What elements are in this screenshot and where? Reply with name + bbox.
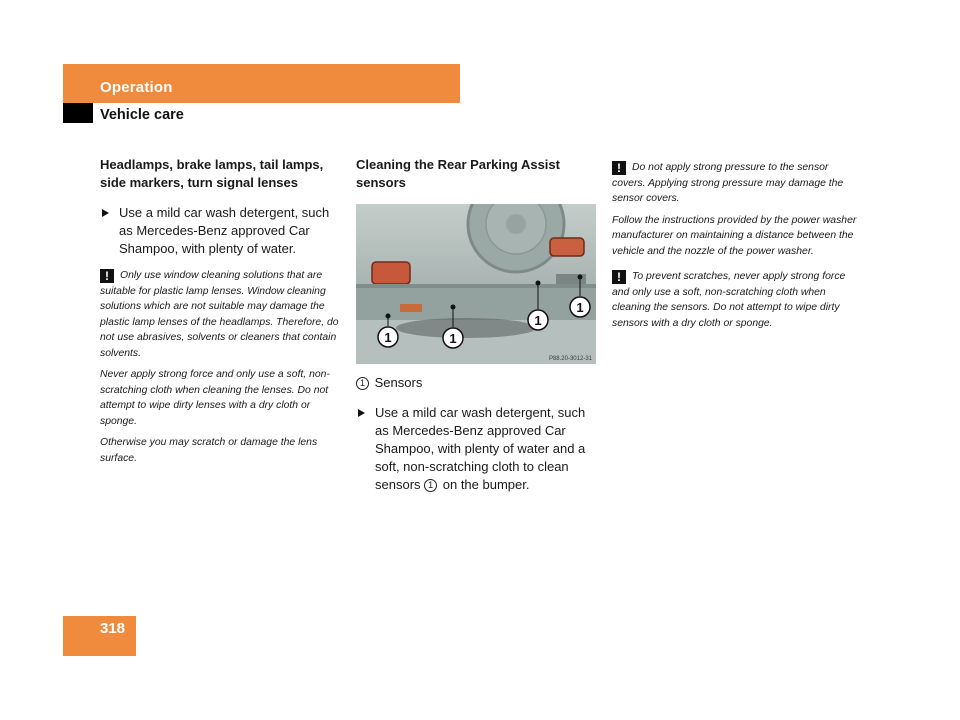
sensor-callout (378, 327, 398, 347)
subsection-title: Vehicle care (100, 107, 184, 123)
column-parking-sensors (356, 156, 601, 504)
rear-bumper-photo (356, 204, 596, 364)
rear-bumper-illustration (356, 204, 596, 364)
sensor-callout (443, 328, 463, 348)
sensors-instruction (356, 404, 601, 494)
svg-text:1: 1 (384, 330, 392, 345)
headlamps-instruction-text: Use a mild car wash detergent, such as Mercedes-Benz approved Car Shampoo, with plenty of water. (119, 205, 330, 256)
headlamps-heading: Headlamps, brake lamps, tail lamps, side markers, turn signal lenses (100, 157, 324, 190)
svg-text:1: 1 (534, 313, 542, 328)
sensors-instruction-text: Use a mild car wash detergent, such as Mercedes-Benz approved Car Shampoo, with plenty of water and a soft, non-scratching cloth to clean sensors 1 on the bumper. (375, 405, 586, 492)
svg-text:1: 1 (449, 331, 457, 346)
sensor-reference: 1 (424, 479, 437, 492)
page-number: 318 (100, 620, 126, 637)
column-headlamps (100, 156, 345, 472)
warning-note: ! To prevent scratches, never apply strong force and only use a soft, non-scratching cloth when cleaning the sensors. Do not attempt to wipe dirty sensors with a dry cloth or sponge. (612, 270, 846, 329)
sensor-callout (570, 297, 590, 317)
headlamps-warning (100, 268, 345, 466)
photo-code: P88.20-3012-31 (548, 356, 592, 362)
column-sensor-warnings (612, 160, 857, 337)
bullet-arrow-icon (102, 209, 109, 217)
headlamps-instruction (100, 204, 345, 258)
legend-number: 1 (356, 377, 369, 390)
section-title: Operation (100, 79, 173, 96)
section-marker (63, 103, 93, 123)
bullet-arrow-icon (358, 409, 365, 417)
warning-note: ! Only use window cleaning solutions that are suitable for plastic lamp lenses. Window cleaning solutions which are not suitable may damage the plastic lamp lenses of the headlamps. Therefore, do not use abrasives, solvents or cleaners that contain solvents. (100, 269, 339, 359)
warning-icon: ! (100, 269, 114, 283)
svg-text:1: 1 (576, 300, 584, 315)
warning-note: ! Do not apply strong pressure to the sensor covers. Applying strong pressure may damage the sensor covers. (612, 161, 844, 204)
legend-label: Sensors (374, 375, 423, 390)
warning-note: Never apply strong force and only use a soft, non-scratching cloth when cleaning the lenses. Do not attempt to wipe dirty lenses with a dry cloth or sponge. (100, 369, 330, 427)
warning-note: Follow the instructions provided by the power washer manufacturer on maintaining a distance between the vehicle and the nozzle of the power washer. (612, 214, 857, 257)
warning-icon: ! (612, 161, 626, 175)
sensor-callout (528, 310, 548, 330)
photo-legend (356, 374, 601, 392)
warning-icon: ! (612, 270, 626, 284)
sensors-heading: Cleaning the Rear Parking Assist sensors (356, 157, 560, 190)
warning-note: Otherwise you may scratch or damage the lens surface. (100, 437, 318, 464)
